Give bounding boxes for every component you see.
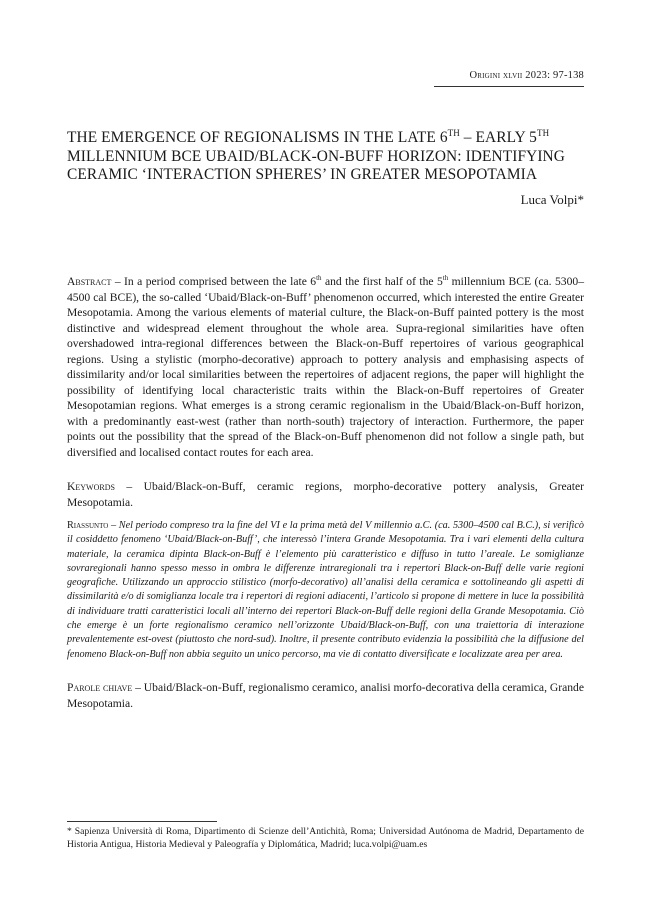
journal-pages: 2023: 97-138 [525, 70, 584, 81]
title-sup-2: TH [536, 127, 550, 138]
abstract [67, 274, 584, 460]
parole-chiave-label: Parole chiave [67, 681, 133, 694]
running-head [469, 70, 584, 81]
keywords-text: – Ubaid/Black-on-Buff, ceramic regions, morpho-decorative pottery analysis, Greater Mesopotamia. [67, 480, 584, 509]
riassunto [67, 519, 584, 662]
title-text-3: MILLENNIUM BCE UBAID/BLACK-ON-BUFF HORIZON: IDENTIFYING CERAMIC ‘INTERACTION SPHERES’ IN GREATER MESOPOTAMIA [67, 147, 565, 183]
abstract-text-a: – In a period comprised between the late 6 [111, 275, 317, 288]
title-text-2: – EARLY 5 [459, 129, 537, 146]
running-head-rule [434, 86, 584, 87]
title-text-1: THE EMERGENCE OF REGIONALISMS IN THE LATE 6 [67, 129, 448, 146]
parole-chiave [67, 680, 584, 711]
abstract-sup-b: th [442, 274, 449, 283]
keywords-label: Keywords [67, 480, 115, 493]
keywords [67, 479, 584, 510]
riassunto-label: Riassunto [67, 520, 109, 531]
abstract-text-b: and the first half of the 5 [321, 275, 443, 288]
abstract-label: Abstract [67, 275, 112, 288]
title-sup-1: TH [447, 127, 460, 138]
abstract-sup-a: th [316, 274, 322, 283]
abstract-text-c: millennium BCE (ca. 5300–4500 cal BCE), the so-called ‘Ubaid/Black-on-Buff’ phenomenon occurred, which interested the entire Greater Mesopotamia. Among the various elements of material culture, the Black-on-Buff painted pottery is the most distinctive and widespread element throughout the whole area. Supra-regional similarities have often overshadowed intra-regional differences between the Black-on-Buff repertoires of various geographical regions. Using a stylistic (morpho-decorative) approach to pottery analysis and emphasising aspects of dissimilarity and/or local similarities between the repertoires of adjacent regions, the paper will highlight the possibility of identifying local characteristic traits within the Black-on-Buff repertoires of Greater Mesopotamian regions. What emerges is a strong ceramic regionalism in the Ubaid/Black-on-Buff horizon, with a predominantly east-west (rather than north-south) trajectory of interaction. Furthermore, the paper points out the possibility that the spread of the Black-on-Buff phenomenon did not follow a single path, but diversified and localised contact routes for each area. [67, 275, 584, 459]
article-title [67, 129, 587, 185]
parole-chiave-text: – Ubaid/Black-on-Buff, regionalismo ceramico, analisi morfo-decorativa della ceramica, Grande Mesopotamia. [67, 681, 584, 710]
footnote: * Sapienza Università di Roma, Dipartimento di Scienze dell’Antichità, Roma; Universidad Autónoma de Madrid, Departamento de Historia Antigua, Historia Medieval y Paleografía y Diplomática, Madrid; luca.volpi@uam.es [67, 826, 584, 850]
journal-name: Origini xlvii [469, 70, 523, 81]
author-name: Luca Volpi* [520, 192, 584, 207]
riassunto-text: – Nel periodo compreso tra la fine del VI e la prima metà del V millennio a.C. (ca. 5300–4500 cal B.C.), si verificò il cosiddetto fenomeno ‘Ubaid/Black-on-Buff’, che interessò l’intera Grande Mesopotamia. Tra i vari elementi della cultura materiale, la ceramica dipinta Black-on-Buff è l’elemento più caratteristico e diffuso in tutto l’areale. Le somiglianze sovraregionali hanno spesso messo in ombra le differenze intraregionali tra i repertori Black-on-Buff delle varie regioni geografiche. Utilizzando un approccio stilistico (morfo-decorativo) all’analisi della ceramica e sottolineando gli aspetti di dissimilarità e/o di somiglianza locale tra i repertori di regioni adiacenti, l’articolo si propone di mettere in luce la possibilità di individuare tratti caratteristici locali all’interno dei repertori Black-on-Buff delle regioni della Grande Mesopotamia. Ciò che emerge è un forte regionalismo ceramico nell’orizzonte Ubaid/Black-on-Buff, con una traiettoria di interazione prevalentemente est-ovest (piuttosto che nord-sud). Inoltre, il presente contributo evidenzia la possibilità che la diffusione del fenomeno Black-on-Buff non abbia seguito un unico percorso, ma vie di contatto diversificate e localizzate area per area. [67, 520, 584, 660]
footnote-rule [67, 821, 217, 822]
